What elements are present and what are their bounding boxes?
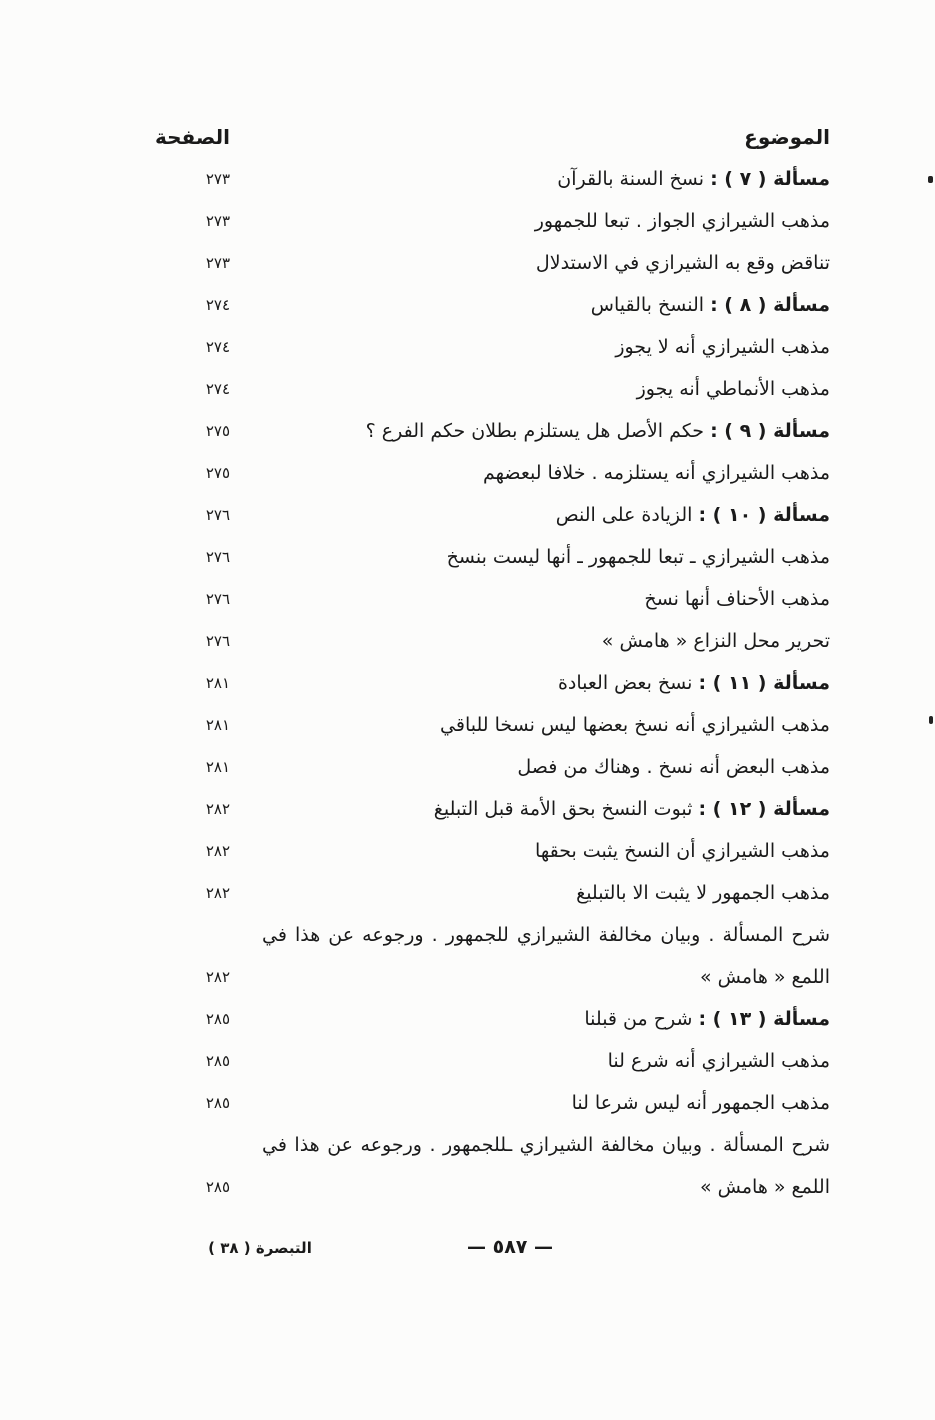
- entry-title: الزيادة على النص: [555, 504, 693, 526]
- entry-page-number: ٢٧٥: [205, 422, 230, 440]
- entry-title: مذهب الأنماطي أنه يجوز: [636, 378, 830, 400]
- entry-topic: [262, 452, 830, 494]
- entry-topic-line-2: اللمع « هامش »: [699, 1176, 830, 1198]
- entry-topic: [262, 368, 830, 410]
- scan-speck: [928, 176, 933, 183]
- issue-label: مسألة ( ٧ ) :: [710, 168, 830, 190]
- topic-column-header: الموضوع: [744, 125, 830, 149]
- entry-title: تحرير محل النزاع « هامش »: [601, 630, 830, 652]
- entry-topic: [262, 410, 830, 452]
- toc-entry: [0, 914, 935, 998]
- toc-issue-entry: [0, 998, 935, 1040]
- entry-page-number: ٢٨٢: [205, 968, 230, 986]
- column-headers: [0, 116, 935, 158]
- toc-entry: [0, 1082, 935, 1124]
- toc-issue-entry: [0, 284, 935, 326]
- toc-entry: [0, 452, 935, 494]
- toc-issue-entry: [0, 788, 935, 830]
- entry-topic-line-1: شرح المسألة . وبيان مخالفة الشيرازي للجمهور . ورجوعه عن هذا في: [262, 924, 830, 946]
- entry-page-number: ٢٧٤: [205, 296, 230, 314]
- toc-issue-entry: [0, 662, 935, 704]
- scan-speck: [929, 716, 933, 724]
- toc-entry: [0, 830, 935, 872]
- issue-label: مسألة ( ١٠ ) :: [698, 504, 830, 526]
- toc-entry: [0, 242, 935, 284]
- entry-topic: [262, 578, 830, 620]
- entry-title: مذهب البعض أنه نسخ . وهناك من فصل: [517, 756, 830, 778]
- entry-topic-line-1: شرح المسألة . وبيان مخالفة الشيرازي ـللجمهور . ورجوعه عن هذا في: [262, 1134, 830, 1156]
- entry-page-number: ٢٧٥: [205, 464, 230, 482]
- entry-page-number: ٢٨٢: [205, 842, 230, 860]
- entry-page-number: ٢٧٣: [205, 254, 230, 272]
- entry-topic: [262, 242, 830, 284]
- entry-title: ثبوت النسخ بحق الأمة قبل التبليغ: [433, 798, 693, 820]
- entry-page-number: ٢٨١: [205, 674, 230, 692]
- entry-topic: [262, 326, 830, 368]
- table-of-contents: [0, 116, 935, 1208]
- entry-topic: [262, 284, 830, 326]
- entry-topic: [262, 704, 830, 746]
- entry-page-number: ٢٧٤: [205, 380, 230, 398]
- entry-title: شرح من قبلنا: [584, 1008, 693, 1030]
- toc-entry: [0, 368, 935, 410]
- entry-topic: [262, 788, 830, 830]
- entry-title: مذهب الشيرازي أنه لا يجوز: [615, 336, 830, 358]
- page-folio: — ٥٨٧ —: [466, 1236, 554, 1258]
- entry-topic: [262, 830, 830, 872]
- entry-topic: [262, 746, 830, 788]
- entry-title: مذهب الشيرازي ـ تبعا للجمهور ـ أنها ليست بنسخ: [446, 546, 830, 568]
- toc-entry: [0, 620, 935, 662]
- entry-page-number: ٢٧٤: [205, 338, 230, 356]
- entry-topic-line-2: اللمع « هامش »: [699, 966, 830, 988]
- entry-title: مذهب الجمهور لا يثبت الا بالتبليغ: [576, 882, 830, 904]
- entry-page-number: ٢٨١: [205, 758, 230, 776]
- entry-page-number: ٢٨٥: [205, 1094, 230, 1112]
- toc-entry: [0, 200, 935, 242]
- entry-title: مذهب الأحناف أنها نسخ: [644, 588, 830, 610]
- entry-title: مذهب الجمهور أنه ليس شرعا لنا: [571, 1092, 830, 1114]
- toc-issue-entry: [0, 494, 935, 536]
- issue-label: مسألة ( ١٢ ) :: [698, 798, 830, 820]
- entry-topic: [262, 914, 830, 998]
- toc-entry: [0, 326, 935, 368]
- entry-page-number: ٢٧٦: [205, 632, 230, 650]
- entry-topic: [262, 536, 830, 578]
- toc-issue-entry: [0, 410, 935, 452]
- entry-page-number: ٢٧٦: [205, 548, 230, 566]
- entry-page-number: ٢٨١: [205, 716, 230, 734]
- toc-issue-entry: [0, 158, 935, 200]
- entry-title: مذهب الشيرازي الجواز . تبعا للجمهور: [534, 210, 830, 232]
- toc-entry: [0, 872, 935, 914]
- issue-label: مسألة ( ٨ ) :: [710, 294, 830, 316]
- entry-title: حكم الأصل هل يستلزم بطلان حكم الفرع ؟: [365, 420, 705, 442]
- entry-page-number: ٢٨٢: [205, 800, 230, 818]
- entry-page-number: ٢٨٢: [205, 884, 230, 902]
- entry-topic: [262, 1082, 830, 1124]
- entry-topic: [262, 1124, 830, 1208]
- issue-label: مسألة ( ٩ ) :: [710, 420, 830, 442]
- entry-page-number: ٢٨٥: [205, 1010, 230, 1028]
- entry-topic: [262, 620, 830, 662]
- toc-entry: [0, 704, 935, 746]
- entry-page-number: ٢٧٣: [205, 170, 230, 188]
- entry-topic: [262, 872, 830, 914]
- entry-page-number: ٢٧٦: [205, 590, 230, 608]
- entry-page-number: ٢٧٦: [205, 506, 230, 524]
- entry-title: تناقض وقع به الشيرازي في الاستدلال: [535, 252, 830, 274]
- entry-page-number: ٢٨٥: [205, 1178, 230, 1196]
- issue-label: مسألة ( ١١ ) :: [698, 672, 830, 694]
- entry-title: النسخ بالقياس: [590, 294, 705, 316]
- entry-topic: [262, 662, 830, 704]
- entry-topic: [262, 200, 830, 242]
- entry-title: مذهب الشيرازي أنه نسخ بعضها ليس نسخا للباقي: [440, 714, 830, 736]
- entry-title: مذهب الشيرازي أنه يستلزمه . خلافا لبعضهم: [482, 462, 830, 484]
- toc-entry: [0, 536, 935, 578]
- entry-title: مذهب الشيرازي أن النسخ يثبت بحقها: [535, 840, 830, 862]
- issue-label: مسألة ( ١٣ ) :: [698, 1008, 830, 1030]
- entry-title: نسخ السنة بالقرآن: [557, 168, 705, 190]
- entry-topic: [262, 494, 830, 536]
- toc-entry: [0, 1124, 935, 1208]
- entry-topic: [262, 1040, 830, 1082]
- signature-mark: التبصرة ( ٣٨ ): [208, 1239, 312, 1257]
- toc-entry: [0, 1040, 935, 1082]
- entry-topic: [262, 158, 830, 200]
- entry-topic: [262, 998, 830, 1040]
- page-column-header: الصفحة: [154, 125, 230, 149]
- toc-entry: [0, 578, 935, 620]
- entry-page-number: ٢٨٥: [205, 1052, 230, 1070]
- entry-page-number: ٢٧٣: [205, 212, 230, 230]
- entry-title: مذهب الشيرازي أنه شرع لنا: [607, 1050, 830, 1072]
- entry-title: نسخ بعض العبادة: [557, 672, 693, 694]
- toc-entry: [0, 746, 935, 788]
